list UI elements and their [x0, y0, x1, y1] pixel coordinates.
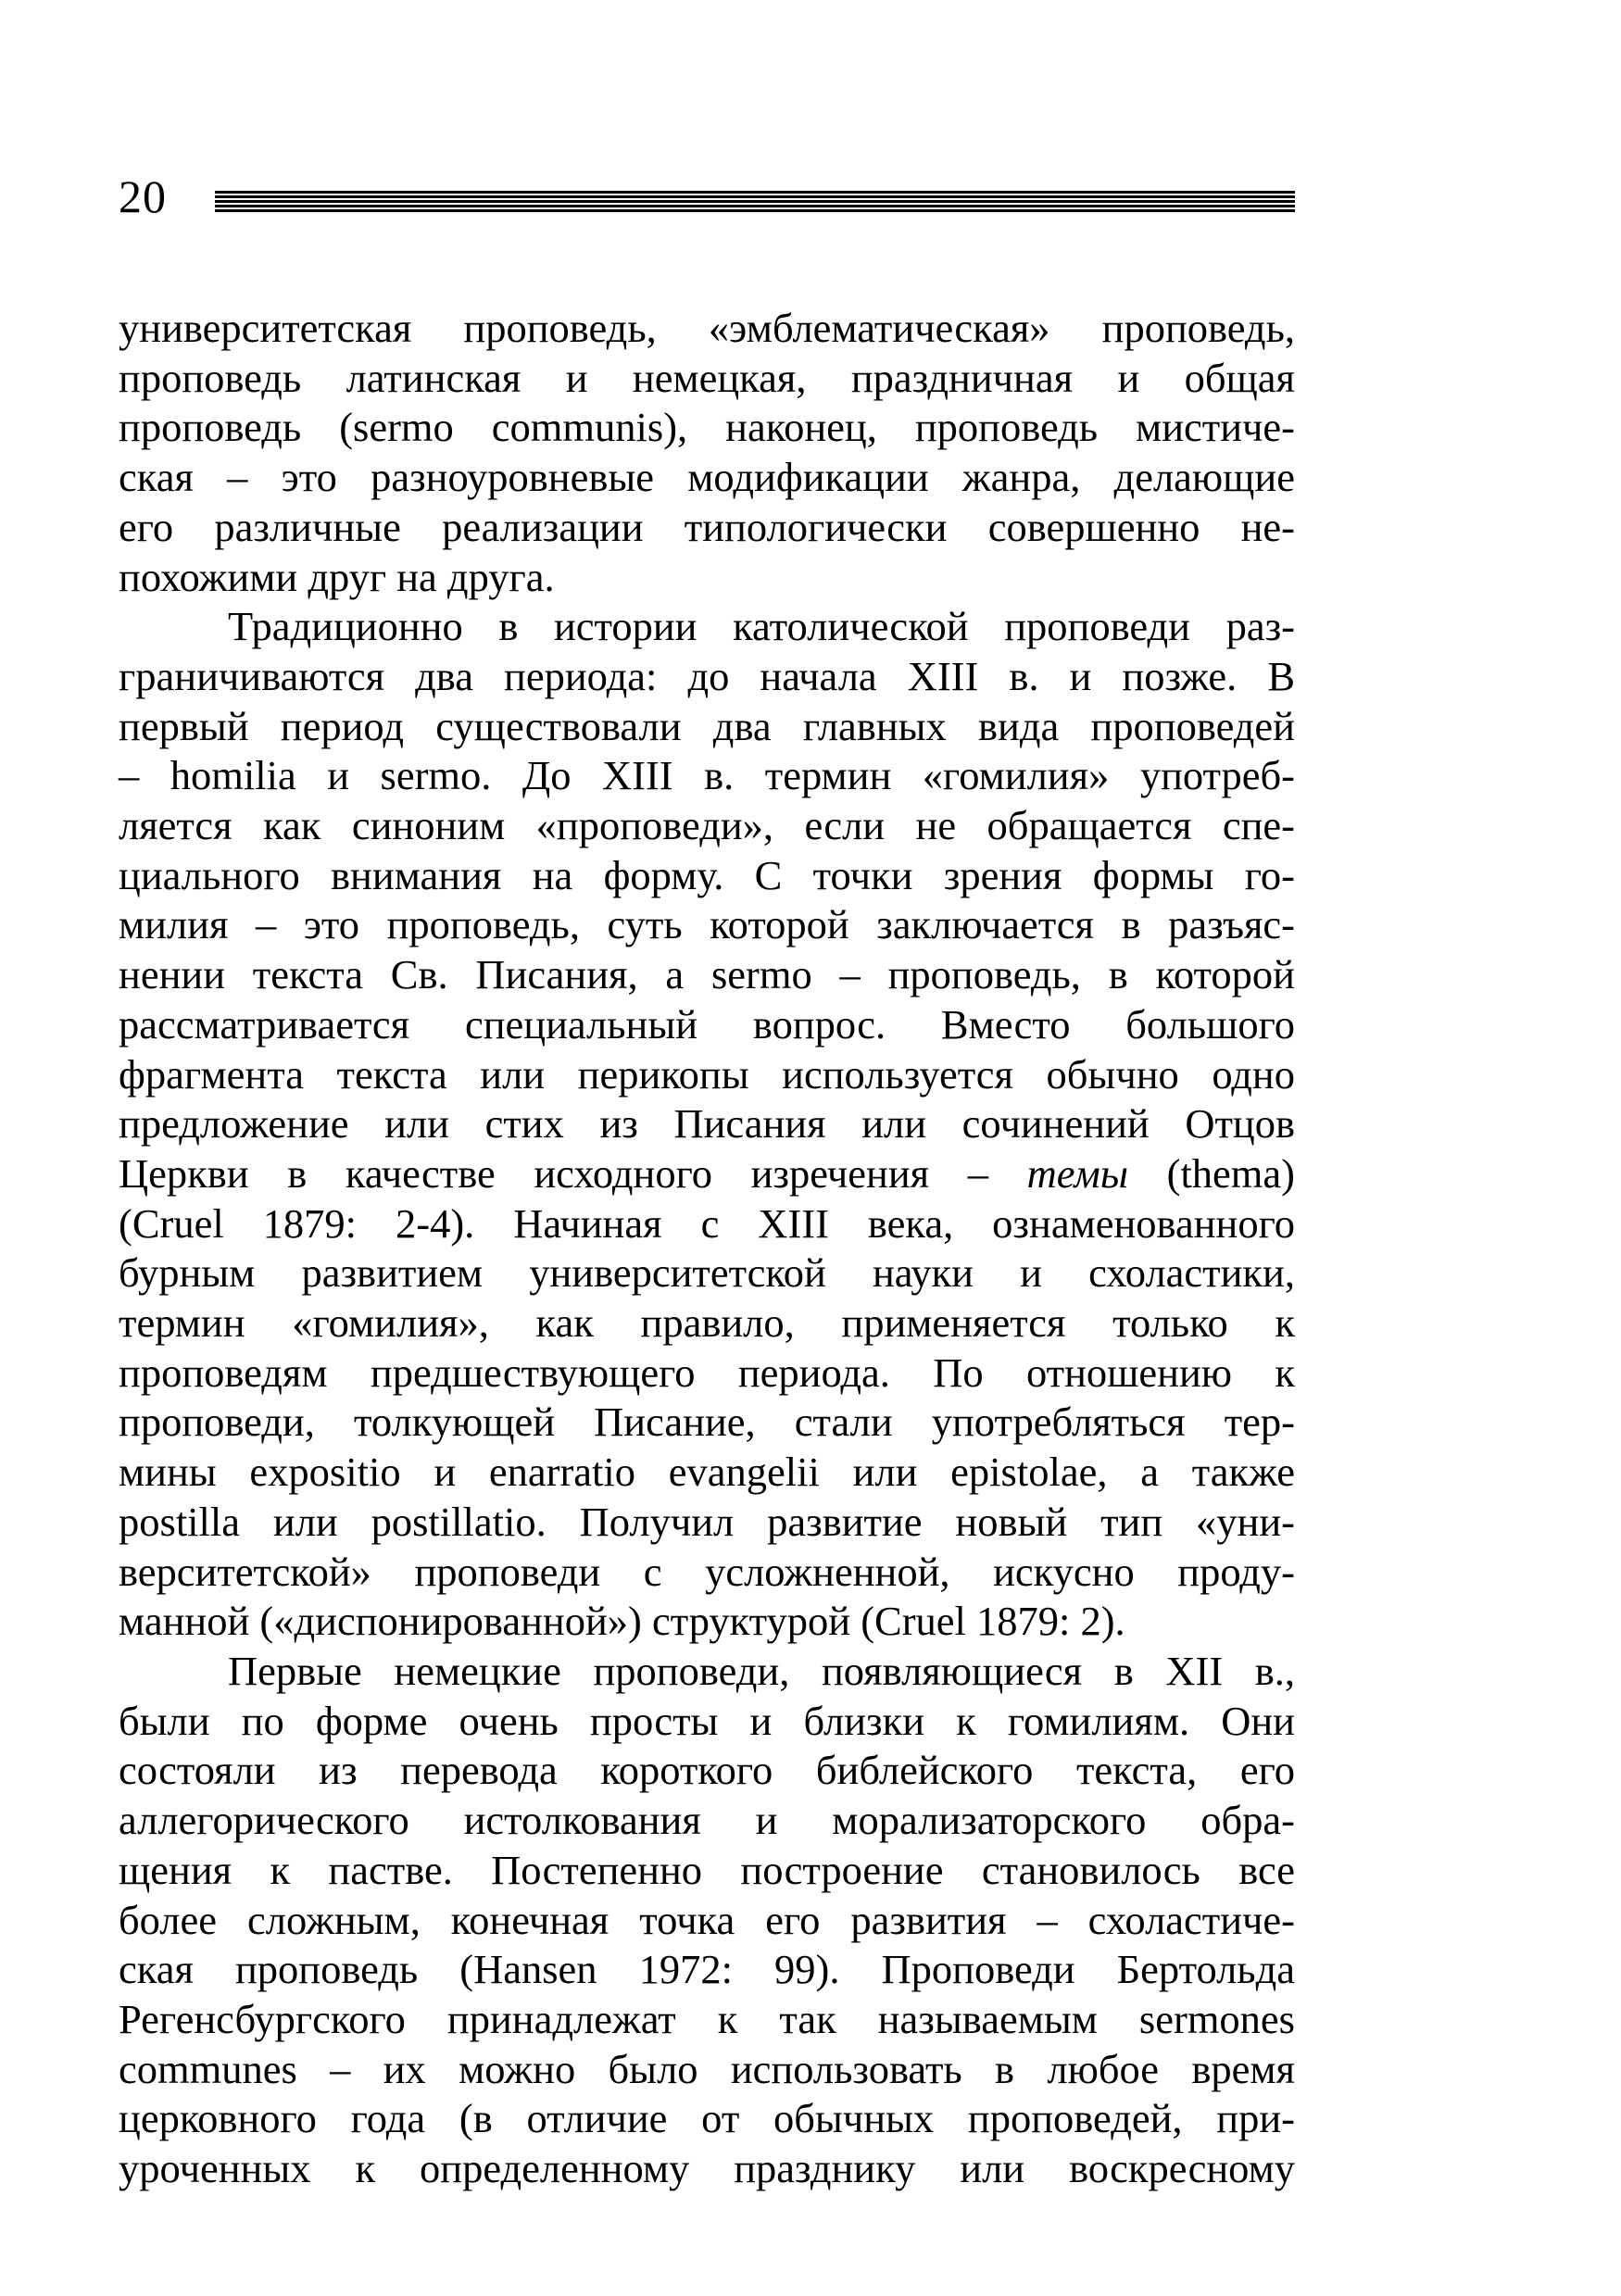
text-line: ская проповедь (Hansen 1972: 99). Проповеди Бертольда: [119, 1946, 1295, 1993]
text-line: милия – это проповедь, суть которой заключается в разъяс-: [119, 901, 1295, 948]
text-line: (Cruel 1879: 2-4). Начиная с XIII века, ознаменованного: [119, 1199, 1295, 1247]
text-line: граничиваются два периода: до начала XIII в. и позже. В: [119, 652, 1295, 699]
text-line: были по форме очень просты и близки к гомилиям. Они: [119, 1697, 1295, 1744]
text-line: манной («диспонированной») структурой (Cruel 1879: 2).: [119, 1598, 1125, 1645]
text-line: его различные реализации типологически совершенно не-: [119, 503, 1295, 550]
text-line: более сложным, конечная точка его развития – схоластиче-: [119, 1896, 1295, 1943]
text-line: похожими друг на друга.: [119, 553, 555, 600]
text-line: ляется как синоним «проповеди», если не обращается спе-: [119, 802, 1295, 849]
text-line: мины expositio и enarratio evangelii или epistolae, а также: [119, 1449, 1295, 1496]
paragraph-1: [119, 304, 1295, 602]
text-line: communes – их можно было использовать в любое время: [119, 2045, 1295, 2092]
paragraph-3: [119, 1647, 1295, 2194]
text-line: верситетской» проповеди с усложненной, искусно проду-: [119, 1548, 1295, 1595]
text-line: – homilia и sermo. До XIII в. термин «гомилия» употреб-: [119, 752, 1295, 799]
text-line: рассматривается специальный вопрос. Вместо большого: [119, 1000, 1295, 1048]
text-line-part: Церкви в качестве исходного изречения –: [119, 1149, 989, 1197]
text-line: проповедь (sermo communis), наконец, проповедь мистиче-: [119, 404, 1295, 451]
text-line: аллегорического истолкования и морализаторского обра-: [119, 1797, 1295, 1844]
text-line: проповедь латинская и немецкая, праздничная и общая: [119, 354, 1295, 401]
text-line: postilla или postillatio. Получил развитие новый тип «уни-: [119, 1498, 1295, 1545]
header-rule: [215, 191, 1295, 215]
text-line: щения к пастве. Постепенно построение становилось все: [119, 1846, 1295, 1893]
text-line: нении текста Св. Писания, а sermo – проповедь, в которой: [119, 951, 1295, 998]
text-line: [119, 1149, 1295, 1199]
text-line: термин «гомилия», как правило, применяется только к: [119, 1299, 1295, 1347]
paragraph-2: [119, 602, 1295, 1647]
text-line: проповедям предшествующего периода. По отношению к: [119, 1349, 1295, 1396]
text-line: циального внимания на форму. С точки зрения формы го-: [119, 851, 1295, 898]
text-line: проповеди, толкующей Писание, стали употребляться тер-: [119, 1399, 1295, 1446]
text-line: предложение или стих из Писания или сочинений Отцов: [119, 1100, 1295, 1148]
text-line: фрагмента текста или перикопы используется обычно одно: [119, 1050, 1295, 1098]
page-number: 20: [119, 170, 167, 222]
text-line: бурным развитием университетской науки и схоластики,: [119, 1249, 1295, 1297]
text-line: университетская проповедь, «эмблематическая» проповедь,: [119, 305, 1295, 351]
text-line: Первые немецкие проповеди, появляющиеся в XII в.,: [228, 1647, 1295, 1694]
text-line: уроченных к определенному празднику или воскресному: [119, 2145, 1295, 2192]
italic-term: темы: [1026, 1149, 1128, 1197]
text-line: Традиционно в истории католической проповеди раз-: [228, 603, 1295, 650]
page-header: [119, 169, 1295, 224]
text-line: первый период существовали два главных вида проповедей: [119, 702, 1295, 749]
text-line: состояли из перевода короткого библейского текста, его: [119, 1747, 1295, 1794]
term-gloss: (thema): [1166, 1149, 1295, 1197]
text-body: [119, 304, 1295, 2194]
text-line: ская – это разноуровневые модификации жанра, делающие: [119, 454, 1295, 501]
text-line: церковного года (в отличие от обычных проповедей, при-: [119, 2095, 1295, 2142]
text-line: Регенсбургского принадлежат к так называемым sermones: [119, 1995, 1295, 2042]
